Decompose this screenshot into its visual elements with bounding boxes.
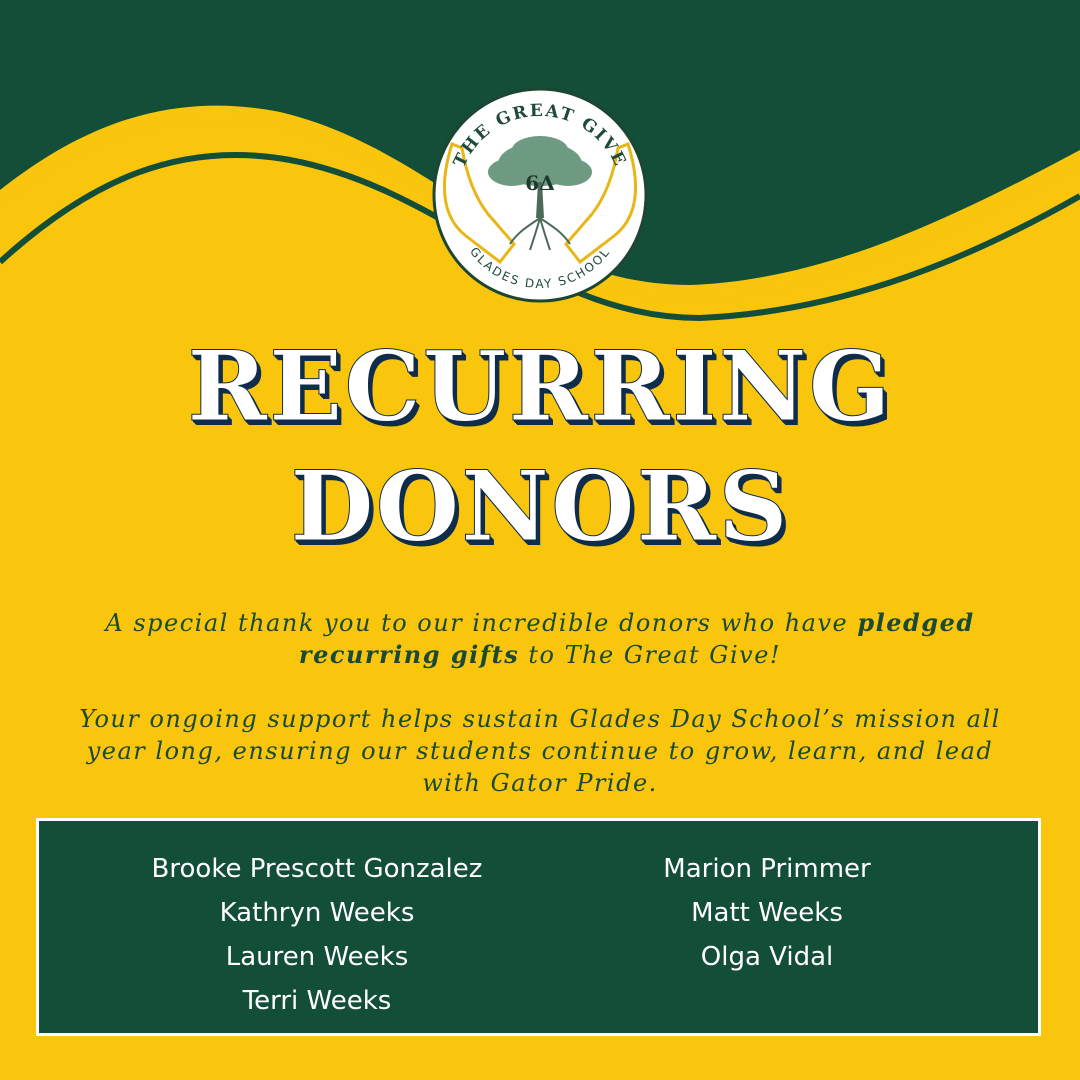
donor-name: Lauren Weeks	[225, 942, 409, 972]
thank-you-text-start: A special thank you to our incredible donors who have	[105, 609, 858, 637]
donor-column-left	[117, 847, 517, 1023]
title-line-2: DONORS	[290, 450, 790, 563]
donor-list-box	[36, 818, 1041, 1036]
logo-top-text: THE GREAT GIVE	[449, 100, 631, 171]
logo-bottom-text: GLADES DAY SCHOOL	[467, 244, 613, 292]
donor-column-right	[617, 847, 917, 979]
donor-name: Terri Weeks	[242, 986, 392, 1016]
logo-center-mark: 6Δ	[525, 171, 555, 195]
donor-name: Matt Weeks	[691, 898, 843, 928]
thank-you-text-end: to The Great Give!	[519, 641, 782, 669]
great-give-logo	[418, 86, 662, 304]
thank-you-highlight: pledged recurring gifts	[298, 608, 975, 669]
donor-name: Olga Vidal	[700, 942, 834, 972]
donor-name: Marion Primmer	[663, 854, 871, 884]
title-line-1: RECURRING	[187, 330, 893, 443]
support-message: Your ongoing support helps sustain Glades Day School’s mission all year long, ensuring our students continue to grow, learn, and lead with Gator Pride.	[79, 705, 1001, 797]
donor-name: Kathryn Weeks	[219, 898, 415, 928]
thank-you-message	[60, 607, 1020, 671]
donor-name: Brooke Prescott Gonzalez	[151, 854, 483, 884]
